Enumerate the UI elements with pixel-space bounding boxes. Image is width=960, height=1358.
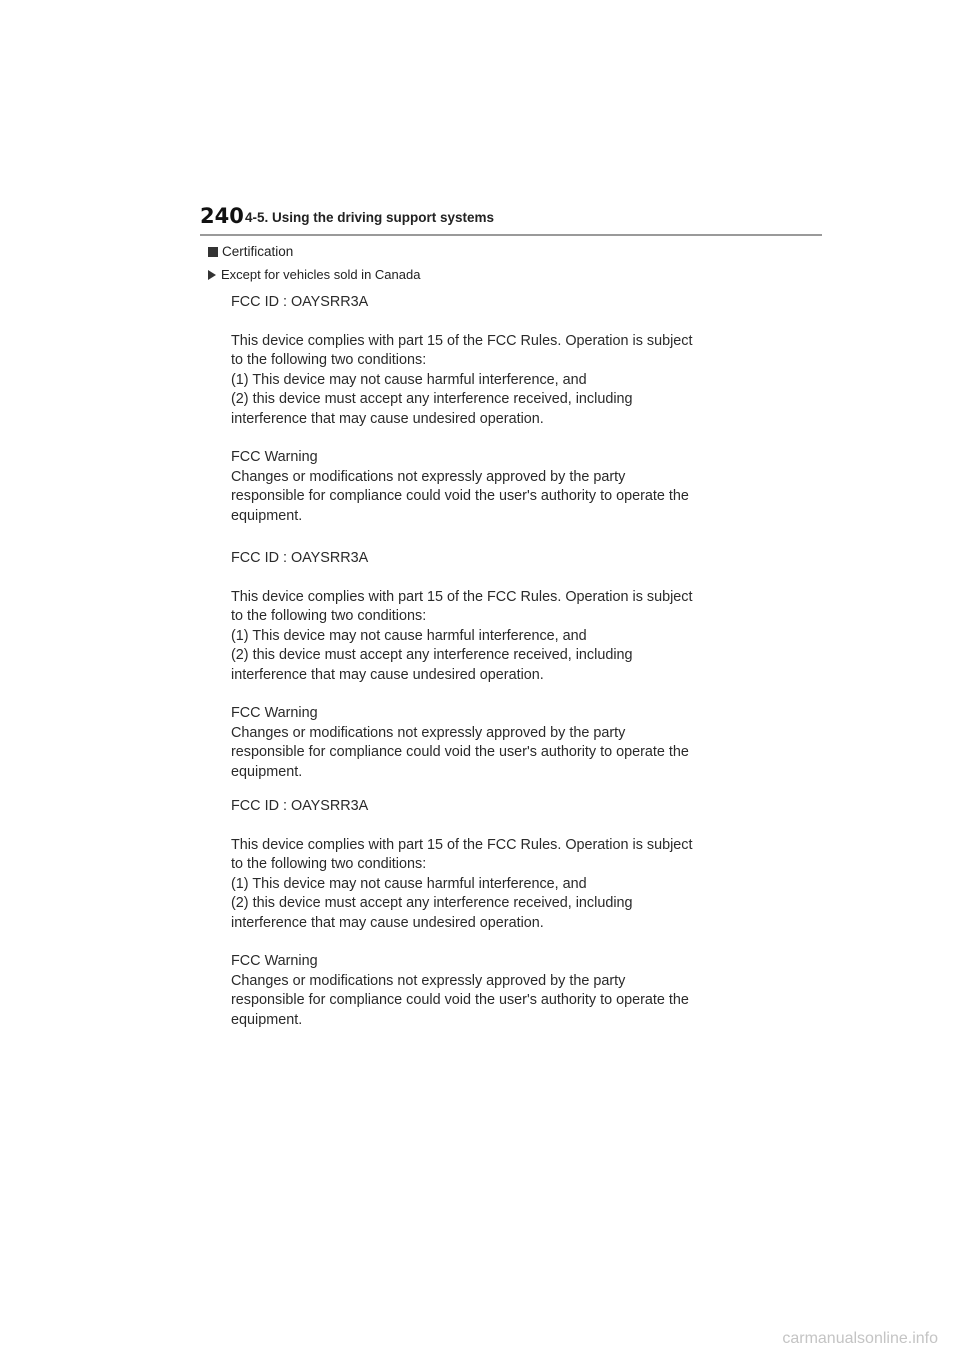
compliance-line: (2) this device must accept any interference received, including [231,391,633,407]
compliance-line: interference that may cause undesired operation. [231,666,544,683]
warning-line: Changes or modifications not expressly approved by the party [231,468,626,485]
page-number: 240 [200,204,244,228]
compliance-line: to the following two conditions: [231,608,427,624]
compliance-line: This device complies with part 15 of the FCC Rules. Operation is subject [231,332,693,349]
warning-line: equipment. [231,763,303,780]
compliance-line: This device complies with part 15 of the FCC Rules. Operation is subject [231,588,693,605]
compliance-line: (2) this device must accept any interference received, including [231,647,633,663]
compliance-line: interference that may cause undesired operation. [231,410,544,427]
compliance-line: to the following two conditions: [231,856,427,872]
certification-heading [208,244,293,259]
fcc-notice-block-1 [231,293,751,526]
triangle-arrow-icon [208,270,216,280]
warning-line: responsible for compliance could void the user's authority to operate the [231,488,689,504]
fcc-notice-block-3 [231,797,751,1030]
fcc-id-label: FCC ID : OAYSRR3A [231,550,369,566]
fcc-warning-title: FCC Warning [231,953,318,969]
warning-line: Changes or modifications not expressly approved by the party [231,972,626,989]
fcc-warning-title: FCC Warning [231,705,318,721]
fcc-id-label: FCC ID : OAYSRR3A [231,294,369,310]
compliance-line: (2) this device must accept any interference received, including [231,895,633,911]
fcc-id-label: FCC ID : OAYSRR3A [231,798,369,814]
warning-line: Changes or modifications not expressly approved by the party [231,724,626,741]
compliance-line: (1) This device may not cause harmful interference, and [231,627,587,644]
compliance-line: to the following two conditions: [231,352,427,368]
compliance-line: (1) This device may not cause harmful interference, and [231,875,587,892]
warning-line: responsible for compliance could void the user's authority to operate the [231,992,689,1008]
subheading-text: Except for vehicles sold in Canada [221,267,421,282]
warning-line: responsible for compliance could void the user's authority to operate the [231,744,689,760]
page-header [200,204,822,236]
fcc-warning-title: FCC Warning [231,449,318,465]
compliance-line: interference that may cause undesired operation. [231,914,544,931]
section-title: 4-5. Using the driving support systems [245,210,495,225]
warning-line: equipment. [231,1011,303,1028]
region-subheading [208,267,420,282]
warning-line: equipment. [231,507,303,524]
compliance-line: This device complies with part 15 of the FCC Rules. Operation is subject [231,836,693,853]
fcc-notice-block-2 [231,549,751,782]
compliance-line: (1) This device may not cause harmful interference, and [231,371,587,388]
heading-text: Certification [222,244,294,259]
square-bullet-icon [208,247,218,257]
footer-watermark: carmanualsonline.info [782,1330,938,1347]
